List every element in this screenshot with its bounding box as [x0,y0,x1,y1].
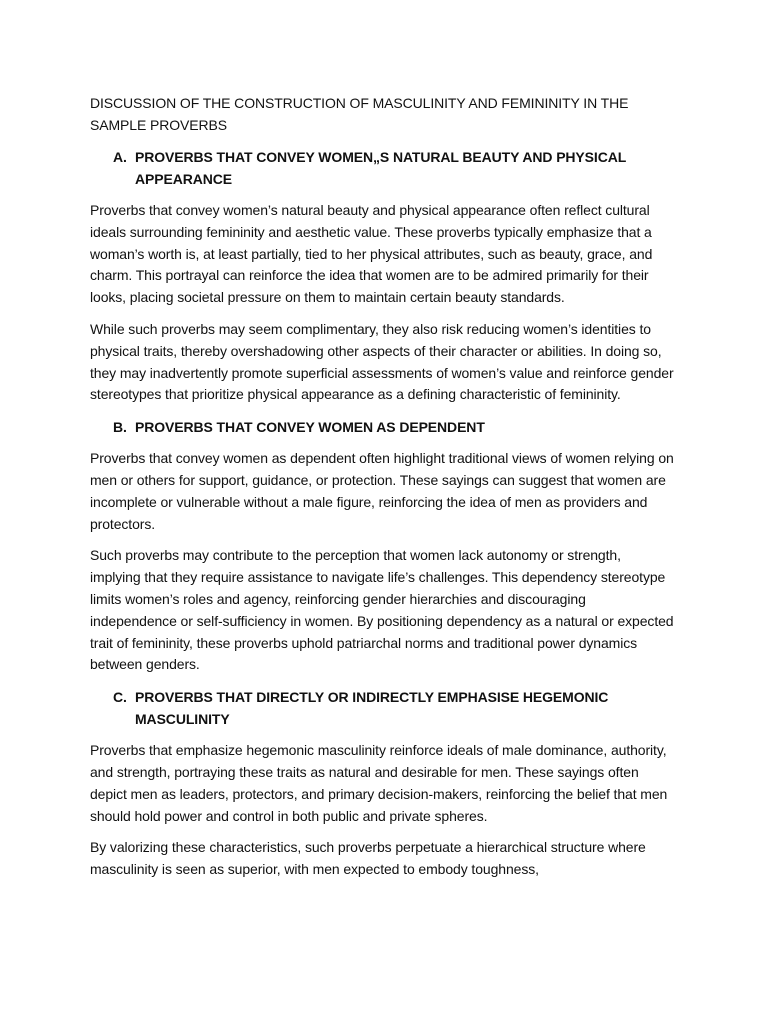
section-heading-text: PROVERBS THAT CONVEY WOMEN AS DEPENDENT [135,419,485,436]
section-heading-text: PROVERBS THAT DIRECTLY OR INDIRECTLY EMPHASISE HEGEMONIC MASCULINITY [135,689,609,728]
section-heading-a [90,146,674,190]
section-marker: A. [113,149,127,165]
section-a [90,146,674,406]
document-title: DISCUSSION OF THE CONSTRUCTION OF MASCULINITY AND FEMININITY IN THE SAMPLE PROVERBS [90,95,629,133]
paragraph: While such proverbs may seem complimentary, they also risk reducing women’s identities to physical traits, thereby overshadowing other aspects of their character or abilities. In doing so, they may inadvertently promote superficial assessments of women’s value and reinforce gender stereotypes that prioritize physical appearance as a defining characteristic of femininity. [90,320,674,403]
section-heading-text: PROVERBS THAT CONVEY WOMEN„S NATURAL BEAUTY AND PHYSICAL APPEARANCE [135,149,626,187]
section-b [90,416,674,676]
section-marker: B. [113,419,127,436]
paragraph: Such proverbs may contribute to the perception that women lack autonomy or strength, implying that they require assistance to navigate life’s challenges. This dependency stereotype limits women’s roles and agency, reinforcing gender hierarchies and discouraging independence or self-sufficiency in women. By positioning dependency as a natural or expected trait of femininity, these proverbs uphold patriarchal norms and traditional power dynamics between genders. [90,547,674,673]
section-marker: C. [113,689,127,706]
paragraph: Proverbs that convey women as dependent often highlight traditional views of women relying on men or others for support, guidance, or protection. These sayings can suggest that women are incomplete or vulnerable without a male figure, reinforcing the idea of men as providers and protectors. [90,450,674,532]
paragraph: By valorizing these characteristics, such proverbs perpetuate a hierarchical structure where masculinity is seen as superior, with men expected to embody toughness, [90,839,646,878]
section-heading-b [90,416,674,438]
section-heading-c [90,686,674,730]
paragraph: Proverbs that emphasize hegemonic masculinity reinforce ideals of male dominance, authority, and strength, portraying these traits as natural and desirable for men. These sayings often depict men as leaders, protectors, and primary decision-makers, reinforcing the belief that men should hold power and control in both public and private spheres. [90,742,668,824]
section-c [90,686,674,881]
paragraph: Proverbs that convey women’s natural beauty and physical appearance often reflect cultural ideals surrounding femininity and aesthetic value. These proverbs typically emphasize that a woman’s worth is, at least partially, tied to her physical attributes, such as beauty, grace, and charm. This portrayal can reinforce the idea that women are to be admired primarily for their looks, placing societal pressure on them to maintain certain beauty standards. [90,202,653,306]
